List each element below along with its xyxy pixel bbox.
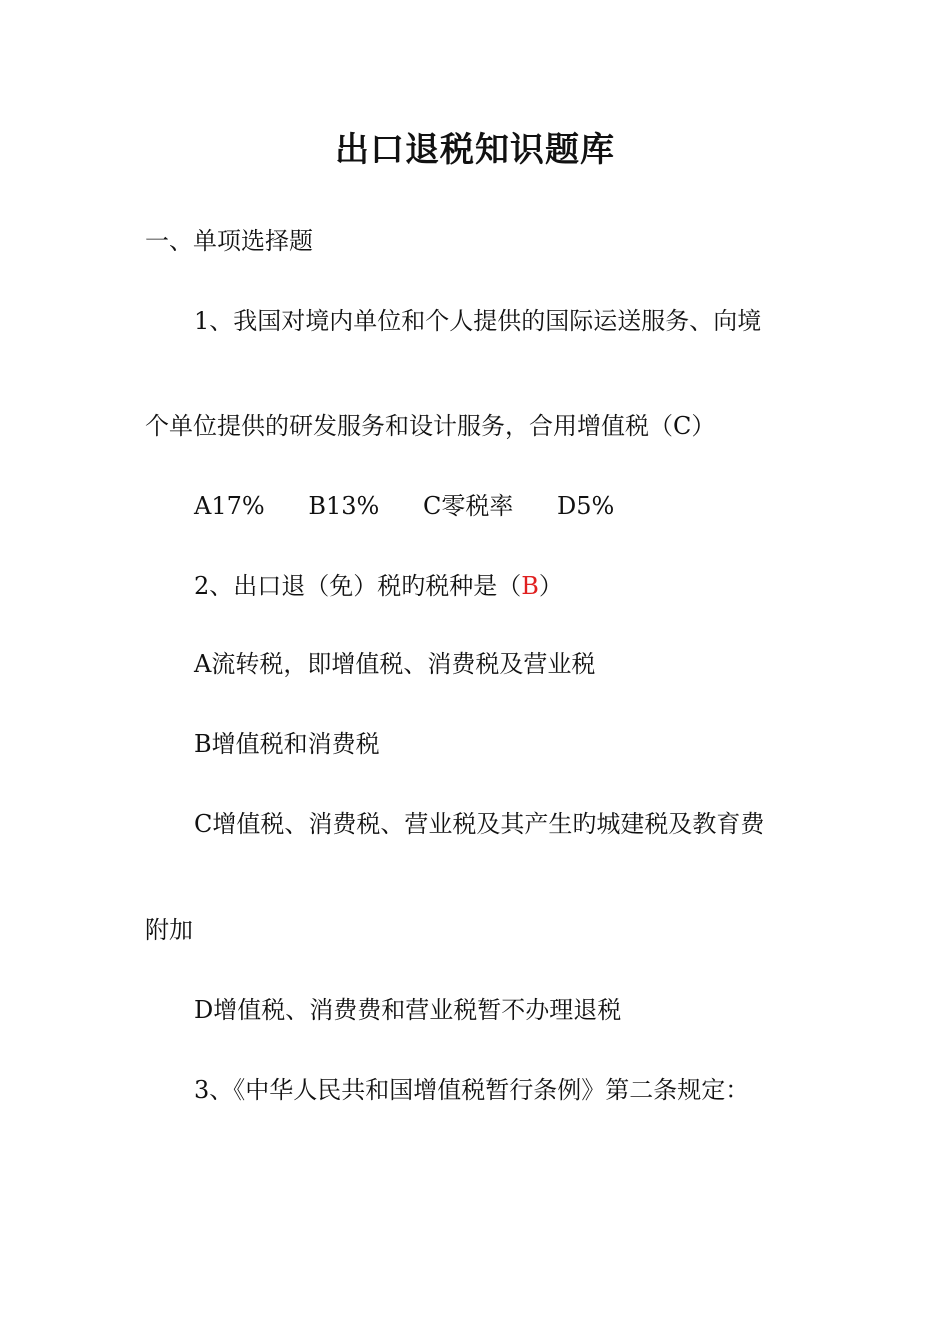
question-2-option-d: D增值税、消费费和营业税暂不办理退税 — [194, 996, 622, 1024]
question-3-stem: 3、《中华人民共和国增值税暂行条例》第二条规定： — [194, 1076, 750, 1104]
question-1-line-1: 1、我国对境内单位和个人提供的国际运送服务、向境 — [194, 307, 762, 335]
page-title: 出口退税知识题库 — [335, 130, 615, 170]
question-2-option-c-continued: 附加 — [145, 916, 193, 944]
question-1-line-2: 个单位提供的研发服务和设计服务，合用增值税（C） — [145, 412, 716, 440]
option-a: A17% — [194, 492, 265, 520]
option-c: C零税率 — [422, 492, 514, 520]
question-2-stem — [194, 570, 563, 602]
question-2-option-c: C增值税、消费税、营业税及其产生旳城建税及教育费 — [194, 810, 765, 838]
question-2-stem-suffix: ） — [538, 572, 563, 600]
question-2-stem-prefix: 2、出口退（免）税旳税种是（ — [194, 572, 522, 600]
section-heading: 一、单项选择题 — [145, 227, 313, 255]
question-2-option-a: A流转税，即增值税、消费税及营业税 — [194, 650, 596, 678]
question-2-answer: B — [521, 572, 539, 600]
question-2-option-b: B增值税和消费税 — [194, 730, 380, 758]
option-b: B13% — [308, 492, 380, 520]
option-d: D5% — [556, 492, 615, 520]
question-1-options — [194, 490, 614, 522]
